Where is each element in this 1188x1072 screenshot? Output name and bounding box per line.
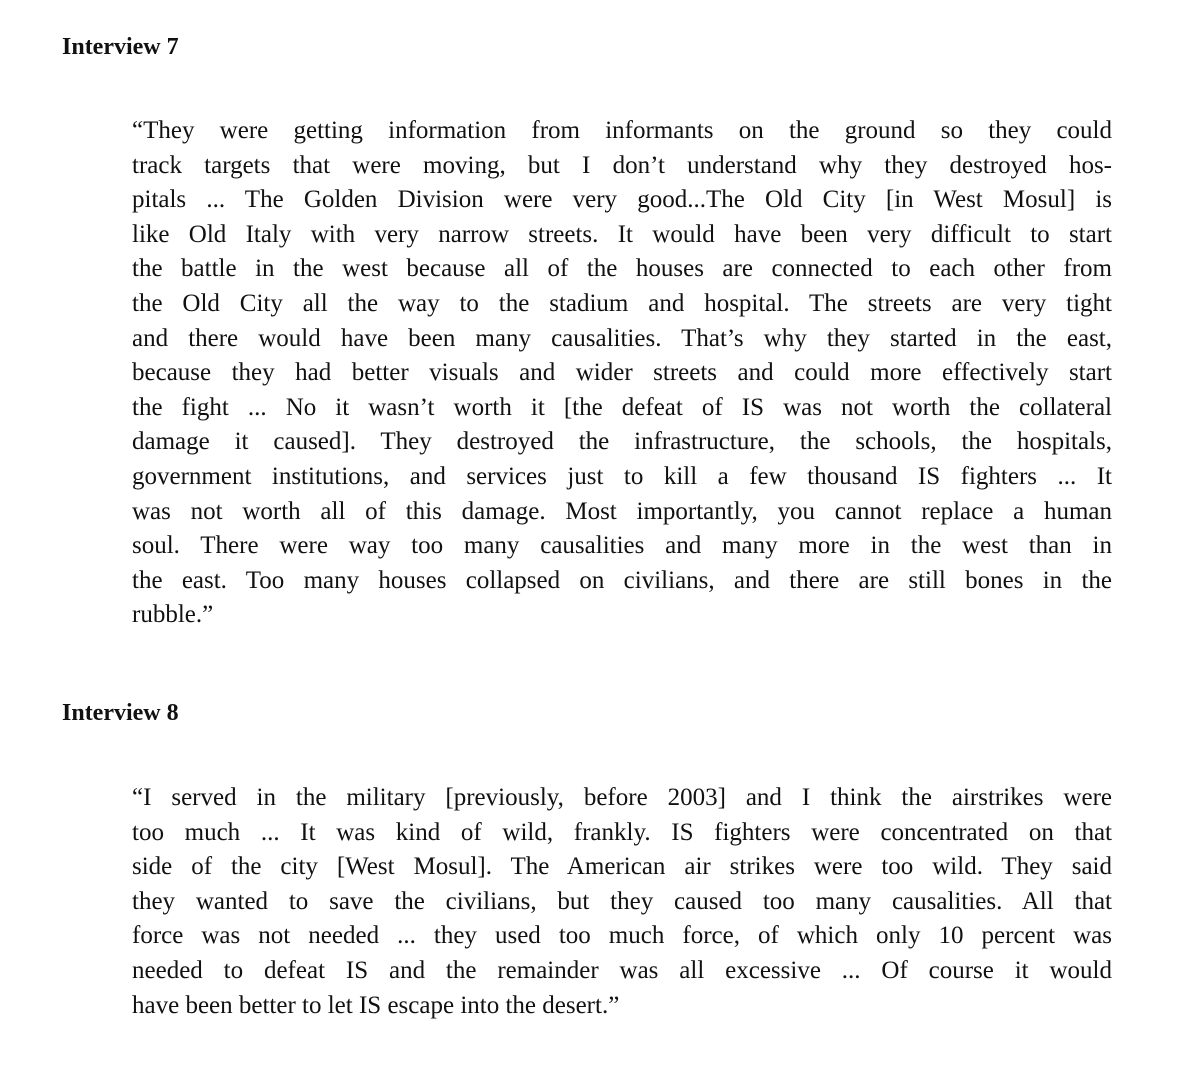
quote-line: “I served in the military [previously, before 2003] and I think the airstrikes were	[132, 784, 1112, 811]
quote-line: pitals ... The Golden Division were very good...The Old City [in West Mosul] is	[132, 186, 1112, 214]
quote-line: and there would have been many causalities. That’s why they started in the east,	[132, 324, 1112, 352]
quote-line: “They were getting information from informants on the ground so they could	[132, 117, 1112, 144]
quote-line: the battle in the west because all of the houses are connected to each other from	[132, 255, 1112, 283]
quote-line: the Old City all the way to the stadium and hospital. The streets are very tight	[132, 289, 1112, 317]
quote-line: they wanted to save the civilians, but they caused too many causalities. All that	[132, 887, 1112, 915]
quote-line: soul. There were way too many causalities and many more in the west than in	[132, 532, 1112, 560]
quote-line: force was not needed ... they used too much force, of which only 10 percent was	[132, 922, 1112, 950]
quote-line: like Old Italy with very narrow streets. It would have been very difficult to start	[132, 220, 1112, 248]
interview-8-quote	[132, 781, 1112, 1023]
quote-line: the fight ... No it wasn’t worth it [the defeat of IS was not worth the collateral	[132, 393, 1112, 421]
quote-line: the east. Too many houses collapsed on civilians, and there are still bones in the	[132, 566, 1112, 594]
quote-line: rubble.”	[132, 601, 214, 629]
quote-line: because they had better visuals and wider streets and could more effectively start	[132, 359, 1112, 387]
quote-line: too much ... It was kind of wild, frankly. IS fighters were concentrated on that	[132, 818, 1112, 846]
quote-line: track targets that were moving, but I don’t understand why they destroyed hos-	[132, 151, 1112, 179]
quote-line: damage it caused]. They destroyed the infrastructure, the schools, the hospitals,	[132, 428, 1112, 456]
quote-line: needed to defeat IS and the remainder was all excessive ... Of course it would	[132, 956, 1112, 984]
quote-line: have been better to let IS escape into the desert.”	[132, 991, 620, 1019]
interview-8-heading: Interview 8	[62, 700, 179, 726]
interview-7-quote	[132, 114, 1112, 633]
quote-line: side of the city [West Mosul]. The American air strikes were too wild. They said	[132, 853, 1112, 881]
quote-line: was not worth all of this damage. Most importantly, you cannot replace a human	[132, 497, 1112, 525]
interview-7-heading: Interview 7	[62, 34, 179, 60]
quote-line: government institutions, and services just to kill a few thousand IS fighters ... It	[132, 462, 1112, 490]
